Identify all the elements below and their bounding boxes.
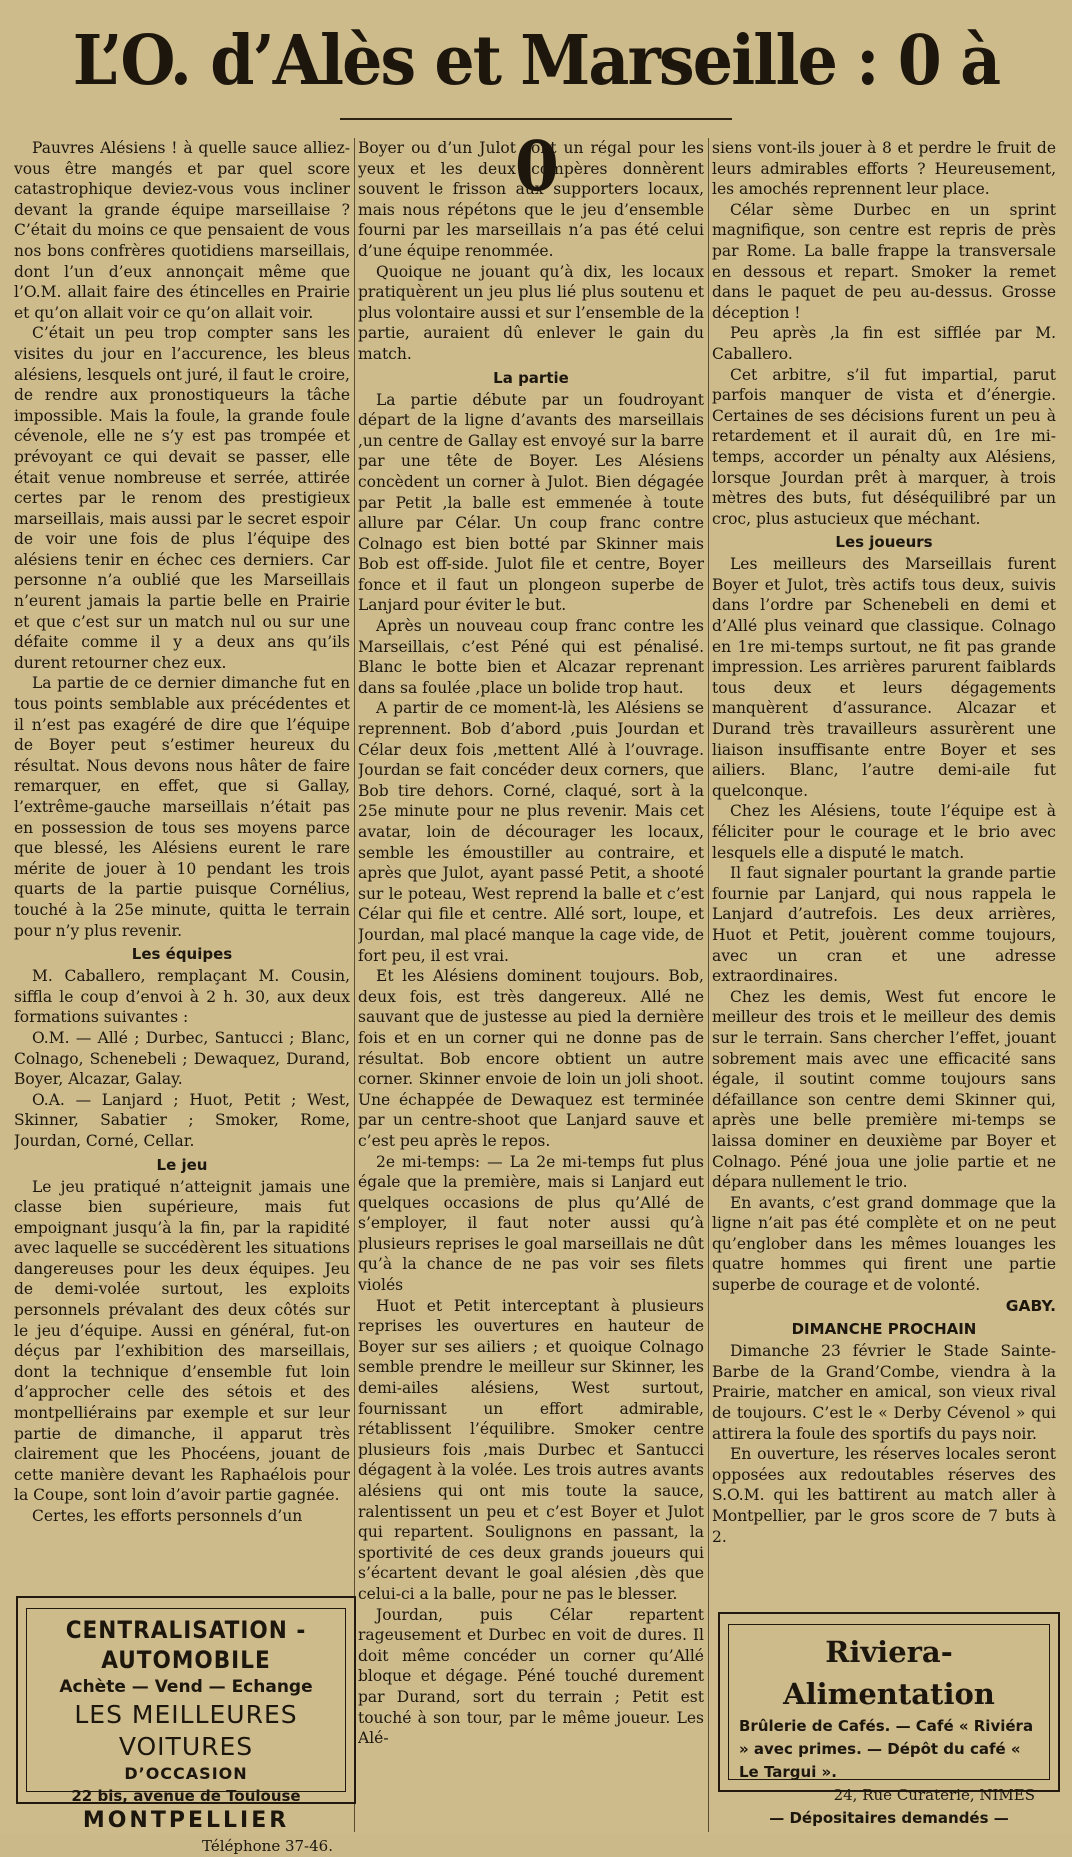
headline-rule (340, 118, 732, 120)
paragraph: C’était un peu trop compter sans les visites du jour en l’accurence, les bleus alésiens, lesquels ont juré, il faut le croire, de rendre aux pronostiqueurs la tâche impossible. Mais la foule, la grande foule cévenole, elle ne s’y est pas trompée et prévoyant ce qui devait se passer, elle était venue nombreuse et serrée, attirée certes par le renom des prestigieux marseillais, mais aussi par le secret espoir de voir une fois de plus l’équipe des alésiens tenir en échec ces derniers. Car personne n’a oublié que les Marseillais n’eurent jamais la partie belle en Prairie et que c’est sur un match nul ou sur une défaite comme il y a deux ans qu’ils durent retourner chez eux. (14, 324, 350, 672)
article-column-2 (358, 138, 704, 1832)
ad-depositaires: — Dépositaires demandés — (769, 1809, 1009, 1827)
paragraph: La partie de ce dernier dimanche fut en tous points semblable aux précédentes et il n’est pas exagéré de dire que l’équipe de Boyer peut s’estimer heureux du résultat. Nous devons nous hâter de faire remarquer, en effet, que si Gallay, l’extrême-gauche marseillais n’était pas en possession de tous ses moyens parce que blessé, les Alésiens eurent le rare mérite de jouer à 10 pendant les trois quarts de la partie puisque Cornélius, touché à la 25e minute, quitta le terrain pour n’y plus revenir. (14, 674, 350, 940)
article-column-3 (712, 138, 1056, 1608)
paragraph: Dimanche 23 février le Stade Sainte-Barbe de la Grand’Combe, viendra à la Prairie, matcher en amical, son vieux rival de toujours. C’est le « Derby Cévenol » qui attirera la foule des sportifs du pays noir. (712, 1342, 1056, 1443)
advertisement-automobile (16, 1596, 356, 1855)
paragraph: Après un nouveau coup franc contre les Marseillais, c’est Péné qui est pénalisé. Blanc le botte bien et Alcazar reprenant dans sa foulée ,place un bolide trop haut. (358, 617, 704, 697)
paragraph: A partir de ce moment-là, les Alésiens se reprennent. Bob d’abord ,puis Jourdan et Célar deux fois ,mettent Allé à l’ouvrage. Jourdan se fait concéder deux corners, que Bob tire dehors. Corné, claqué, sort à la 25e minute pour ne plus revenir. Mais cet avatar, loin de décourager les locaux, semble les émoustiller au contraire, et après que Julot, ayant passé Petit, a shooté sur le poteau, West reprend la balle et c’est Célar qui file et centre. Allé sort, loupe, et Jourdan, mal placé manque la cage vide, de fort peu, il est vrai. (358, 699, 704, 965)
paragraph: La partie débute par un foudroyant départ de la ligne d’avants des marseillais ,un centre de Gallay est envoyé sur la barre par une tête de Boyer. Les Alésiens concèdent un corner à Julot. Bien dégagée par Petit ,la balle est emmenée à toute allure par Célar. Un coup franc contre Colnago est bien botté par Skinner mais Bob est off-side. Julot file et centre, Boyer fonce et il faut un plongeon superbe de Lanjard pour éviter le but. (358, 390, 704, 615)
article-column-1 (14, 138, 350, 1550)
ad-address: 24, Rue Curaterie, NIMES (833, 1786, 1035, 1804)
paragraph: 2e mi-temps: — La 2e mi-temps fut plus égale que la première, mais si Lanjard eut quelques occasions de plus qu’Allé de s’employer, il faut noter aussi qu’à plusieurs reprises le goal marseillais ne dût qu’à la chance de ne pas voir ses filets violés (358, 1152, 704, 1295)
ad-title: Riviera-Alimentation (783, 1635, 995, 1711)
section-heading-equipes: Les équipes (131, 945, 233, 964)
ad-city: MONTPELLIER (82, 1808, 290, 1833)
paragraph: En avants, c’est grand dommage que la ligne n’ait pas été complète et on ne peut qu’englober dans les mêmes louanges les quatre hommes qui firent une partie superbe de courage et de volonté. (712, 1193, 1056, 1295)
paragraph: Célar sème Durbec en un sprint magnifique, son centre est repris de près par Rome. La balle frappe la transversale en dessous et repart. Smoker la remet dans le paquet de peu au-dessus. Grosse déception ! (712, 200, 1056, 322)
paragraph: Huot et Petit interceptant à plusieurs reprises les ouvertures en hauteur de Boyer sur ses ailiers ; et quoique Colnago semble prendre le meilleur sur Skinner, les demi-ailes alésiens, West surtout, fournissant un effort admirable, rétablissent l’équilibre. Smoker centre plusieurs fois ,mais Durbec et Santucci dégagent à la volée. Les trois autres avants alésiens qui ont mis toute la sauce, ralentissent un peu et c’est Boyer et Julot qui repartent. Soulignons en passant, la sportivité de ces deux grands joueurs qui s’écartent devant le goal alésien ,dès que celui-ci a la balle, pour ne pas le blesser. (358, 1296, 704, 1603)
ad-headline: LES MEILLEURES VOITURES (74, 1700, 298, 1761)
paragraph: En ouverture, les réserves locales seront opposées aux redoutables réserves des S.O.M. qui les battirent au match aller à Montpellier, par le gros score de 7 buts à 2. (712, 1445, 1056, 1546)
ad-subtitle: Achète — Vend — Echange (59, 1677, 313, 1697)
paragraph: Le jeu pratiqué n’atteignit jamais une classe bien supérieure, mais fut empoignant jusqu’à la fin, par la rapidité avec laquelle se succédèrent les situations dangereuses pour les deux équipes. Jeu de demi-volée surtout, les exploits personnels prévalant des deux côtés sur le jeu d’équipe. Aussi en général, fut-on déçus par l’exhibition des marseillais, dont la technique d’ensemble fut loin d’approcher celle des sétois et des montpelliérains par exemple et sur leur partie de dimanche, il apparut très clairement que les Phocéens, jouant de cette manière devant les Raphaélois pour la Coupe, sont loin d’avoir partie gagnée. (14, 1177, 350, 1505)
paragraph: Jourdan, puis Célar repartent rageusement et Durbec en voit de dures. Il doit même concéder un corner qu’Allé bloque et dégage. Péné touché durement par Durand, sort du terrain ; Petit est touché à son tour, par le même joueur. Les Alé- (358, 1605, 704, 1748)
paragraph: Cet arbitre, s’il fut impartial, parut parfois manquer de vista et d’énergie. Certaines de ses décisions furent un peu à retardement et il aurait dû, en 1re mi-temps, accorder un pénalty aux Alésiens, lorsque Jourdan prêt à marquer, à trois mètres des buts, fut déséquilibré par un croc, plus astucieux que méchant. (712, 365, 1056, 528)
ad-address: 22 bis, avenue de Toulouse (71, 1787, 301, 1805)
section-heading-dimanche-prochain: DIMANCHE PROCHAIN (791, 1320, 977, 1339)
advertisement-riviera (718, 1612, 1060, 1827)
paragraph: Pauvres Alésiens ! à quelle sauce alliez-vous être mangés et par quel score catastrophique deviez-vous vous incliner devant la grande équipe marseillaise ? C’était du moins ce que pensaient de vous nos bons confrères quotidiens marseillais, dont l’un d’eux annonçait même que l’O.M. allait faire des étincelles en Prairie et qu’on allait voir ce qu’on allait voir. (14, 139, 350, 322)
ad-phone: Téléphone 37-46. (201, 1837, 333, 1855)
paragraph: Quoique ne jouant qu’à dix, les locaux pratiquèrent un jeu plus lié plus soutenu et plus volontaire aussi et sur l’ensemble de la partie, auraient dû enlever le gain du match. (358, 262, 704, 363)
team-lineup-oa: O.A. — Lanjard ; Huot, Petit ; West, Skinner, Sabatier ; Smoker, Rome, Jourdan, Corné, Cellar. (14, 1090, 350, 1150)
ad-body: Brûlerie de Cafés. — Café « Riviéra » avec primes. — Dépôt du café « Le Targui ». (739, 1717, 1034, 1781)
paragraph: Chez les demis, West fut encore le meilleur des trois et le meilleur des demis sur le terrain. Sans chercher l’effet, jouant sobrement mais avec une efficacité sans égale, il soutint comme toujours sans défaillance son centre demi Skinner qui, après une belle première mi-temps se laissa dominer en deuxième par Boyer et Colnago. Péné joua une jolie partie et ne dépara nullement le trio. (712, 987, 1056, 1192)
paragraph: siens vont-ils jouer à 8 et perdre le fruit de leurs admirables efforts ? Heureusement, les amochés reprennent leur place. (712, 139, 1056, 199)
paragraph: Les meilleurs des Marseillais furent Boyer et Julot, très actifs tous deux, suivis dans l’ordre par Schenebeli en demi et d’Allé plus veinard que classique. Colnago en 1re mi-temps surtout, ne fit pas grande impression. Les arrières parurent faiblards tous deux et leurs dégagements manquèrent d’assurance. Alcazar et Durand très travailleurs assurèrent une liaison insuffisante entre Boyer et ses ailiers. Blanc, l’autre demi-aile fut quelconque. (712, 555, 1056, 800)
ad-occasion: D’OCCASION (124, 1764, 248, 1783)
advertisement-frame (728, 1624, 1050, 1827)
column-divider (354, 138, 355, 1832)
section-heading-partie: La partie (493, 368, 569, 387)
paragraph: Il faut signaler pourtant la grande partie fournie par Lanjard, qui nous rappela le Lanjard d’autrefois. Les deux arrières, Huot et Petit, jouèrent comme toujours, avec un cran et une adresse extraordinaires. (712, 864, 1056, 986)
paragraph: Et les Alésiens dominent toujours. Bob, deux fois, est très dangereux. Allé ne sauvant que de justesse au pied la dernière fois et en un corner qui ne donne pas de résultat. Bob encore obtient un autre corner. Skinner envoie de loin un joli shoot. Une échappée de Dewaquez est terminée par un centre-shoot que Lanjard sauve et c’est peu après le repos. (358, 967, 704, 1150)
team-lineup-om: O.M. — Allé ; Durbec, Santucci ; Blanc, Colnago, Schenebeli ; Dewaquez, Durand, Boyer, Alcazar, Galay. (14, 1028, 350, 1089)
paragraph: M. Caballero, remplaçant M. Cousin, siffla le coup d’envoi à 2 h. 30, aux deux formations suivantes : (14, 967, 350, 1027)
author-signature: GABY. (1005, 1296, 1056, 1315)
paragraph: Boyer ou d’un Julot sont un régal pour les yeux et les deux compères donnèrent souvent le frisson aux supporters locaux, mais nous répétons que le jeu d’ensemble fourni par les marseillais n’a pas été celui d’une équipe renommée. (358, 139, 704, 260)
advertisement-frame (26, 1608, 346, 1855)
section-heading-joueurs: Les joueurs (835, 533, 933, 552)
headline: L’O. d’Alès et Marseille : 0 à 0 (72, 21, 1000, 207)
paragraph: Chez les Alésiens, toute l’équipe est à féliciter pour le courage et le brio avec lesquels elle a disputé le match. (712, 802, 1056, 862)
column-divider (708, 138, 709, 1832)
paragraph: Peu après ,la fin est sifflée par M. Caballero. (712, 324, 1056, 363)
paragraph: Certes, les efforts personnels d’un (32, 1507, 303, 1525)
ad-title: CENTRALISATION - AUTOMOBILE (65, 1616, 307, 1674)
section-heading-jeu: Le jeu (156, 1155, 208, 1174)
